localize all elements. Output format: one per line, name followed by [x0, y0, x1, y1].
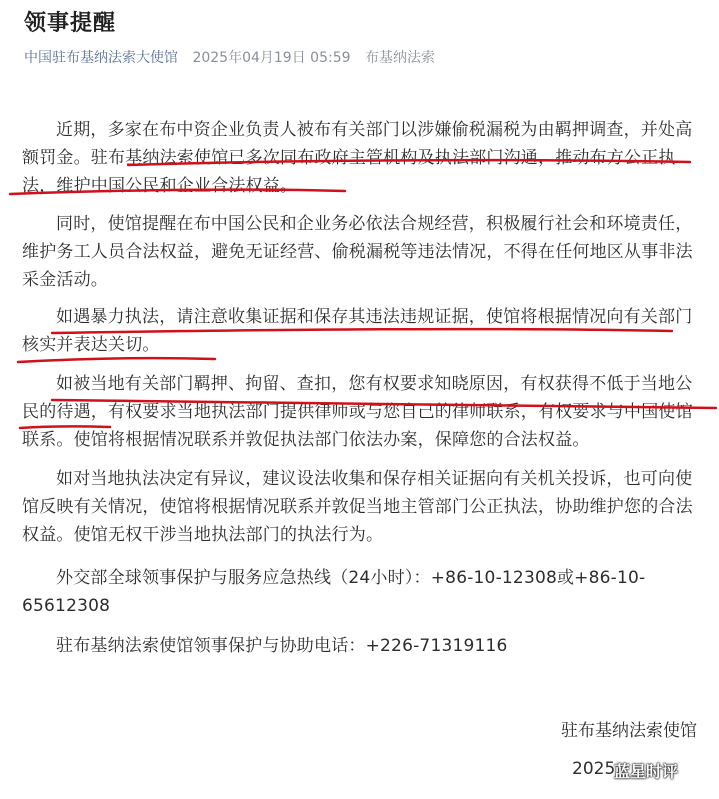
watermark-label: 蓝星时评 — [614, 762, 679, 781]
signature-date: 2025 — [572, 759, 616, 779]
paragraph-4 — [22, 370, 698, 454]
paragraph-5 — [22, 465, 698, 549]
paragraph-3-text: 如遇暴力执法，请注意收集证据和保存其违法违规证据，使馆将根据情况向有关部门核实并表达关切。 — [22, 307, 693, 355]
hotline-paragraph — [22, 564, 698, 620]
source-account-link[interactable]: 中国驻布基纳法索大使馆 — [24, 50, 178, 66]
article-meta — [24, 47, 445, 67]
paragraph-5-text: 如对当地执法决定有异议，建议设法收集和保存相关证据向有关机关投诉，也可向使馆反映有关情况，使馆将根据情况联系并敦促当地主管部门公正执法，协助维护您的合法权益。使馆无权干涉当地执法部门的执法行为。 — [22, 469, 693, 545]
signature-org: 驻布基纳法索使馆 — [561, 721, 697, 741]
paragraph-3 — [22, 303, 698, 359]
paragraph-2 — [22, 210, 698, 294]
paragraph-2-text: 同时，使馆提醒在布中国公民和企业务必依法合规经营，积极履行社会和环境责任，维护务工人员合法权益，避免无证经营、偷税漏税等违法情况，不得在任何地区从事非法采金活动。 — [22, 214, 693, 290]
embassy-phone-paragraph — [22, 632, 698, 660]
hotline-text: 外交部全球领事保护与服务应急热线（24小时）：+86-10-12308或+86-10-65612308 — [22, 568, 646, 616]
publish-location: 布基纳法索 — [364, 50, 435, 66]
publish-date: 2025年04月19日 05:59 — [192, 50, 351, 66]
paragraph-1 — [22, 116, 698, 200]
paragraph-1-text: 近期，多家在布中资企业负责人被布有关部门以涉嫌偷税漏税为由羁押调查，并处高额罚金。驻布基纳法索使馆已多次同布政府主管机构及执法部门沟通，推动布方公正执法，维护中国公民和企业合法权益。 — [22, 120, 693, 196]
embassy-phone-text: 驻布基纳法索使馆领事保护与协助电话：+226-71319116 — [56, 636, 508, 656]
article-title: 领事提醒 — [24, 11, 117, 36]
paragraph-4-text: 如被当地有关部门羁押、拘留、查扣，您有权要求知晓原因，有权获得不低于当地公民的待遇，有权要求当地执法部门提供律师或与您自己的律师联系，有权要求与中国使馆联系。使馆将根据情况联系并敦促执法部门依法办案，保障您的合法权益。 — [22, 374, 693, 450]
